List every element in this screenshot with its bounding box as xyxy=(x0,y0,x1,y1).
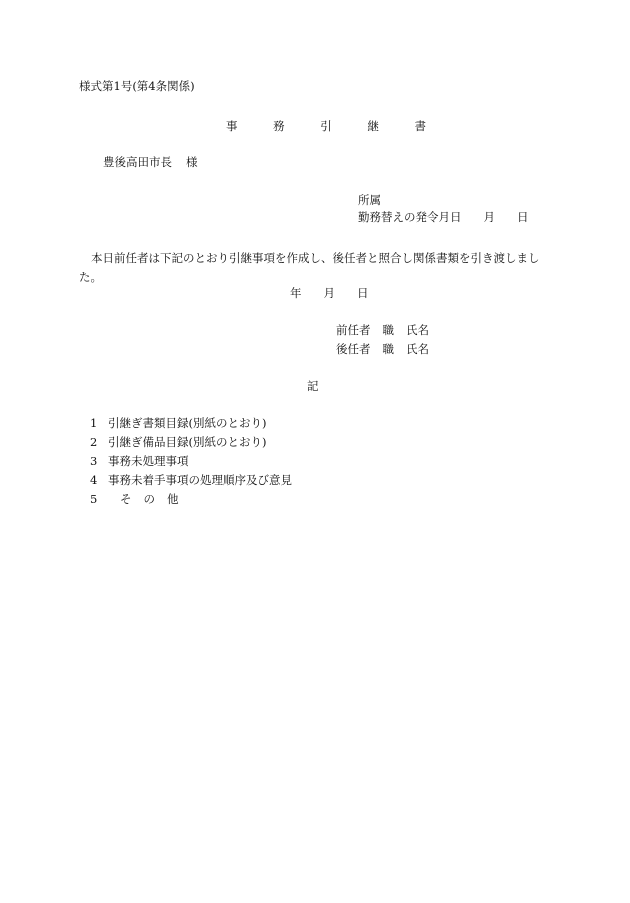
predecessor-position: 職 xyxy=(382,323,394,337)
item-text: 事務未着手事項の処理順序及び意見 xyxy=(108,473,292,487)
item-number: 1 xyxy=(90,416,98,430)
body-paragraph: 本日前任者は下記のとおり引継事項を作成し、後任者と照合し関係書類を引き渡しました。 xyxy=(79,251,540,284)
item-number: 4 xyxy=(90,473,98,487)
title-char: 引 xyxy=(320,119,332,133)
addressee-honorific: 様 xyxy=(186,155,198,169)
ki-heading: 記 xyxy=(307,379,319,393)
item-text: 事務未処理事項 xyxy=(108,454,189,468)
predecessor-role: 前任者 xyxy=(336,323,371,337)
item-number: 3 xyxy=(90,454,98,468)
addressee xyxy=(103,157,198,169)
handover-items-list xyxy=(90,418,292,513)
list-item-other xyxy=(90,494,292,513)
affiliation-label: 所属 xyxy=(358,193,381,207)
successor-role: 後任者 xyxy=(336,342,371,356)
other-char: そ xyxy=(120,492,132,506)
other-char: 他 xyxy=(167,492,179,506)
item-text: 引継ぎ備品目録(別紙のとおり) xyxy=(108,435,267,449)
addressee-name: 豊後高田市長 xyxy=(103,155,172,169)
transfer-date-line xyxy=(358,212,529,224)
item-number: 2 xyxy=(90,435,98,449)
successor-position: 職 xyxy=(382,342,394,356)
document-title xyxy=(226,121,426,133)
transfer-day-label: 日 xyxy=(517,210,529,224)
transfer-month-label: 月 xyxy=(483,210,495,224)
title-char: 事 xyxy=(226,119,238,133)
other-char: の xyxy=(143,492,155,506)
predecessor-name-label: 氏名 xyxy=(406,323,429,337)
form-number: 様式第1号(第4条関係) xyxy=(79,79,195,93)
predecessor-signature xyxy=(336,325,429,337)
successor-name-label: 氏名 xyxy=(406,342,429,356)
transfer-date-label: 勤務替えの発令月日 xyxy=(358,210,462,224)
successor-signature xyxy=(336,344,429,356)
item-text: 引継ぎ書類目録(別紙のとおり) xyxy=(108,416,267,430)
month-label: 月 xyxy=(323,286,335,300)
year-label: 年 xyxy=(290,286,302,300)
day-label: 日 xyxy=(357,286,369,300)
item-number: 5 xyxy=(90,492,98,506)
title-char: 書 xyxy=(414,119,426,133)
title-char: 務 xyxy=(273,119,285,133)
date-line xyxy=(290,288,369,300)
title-char: 継 xyxy=(367,119,379,133)
